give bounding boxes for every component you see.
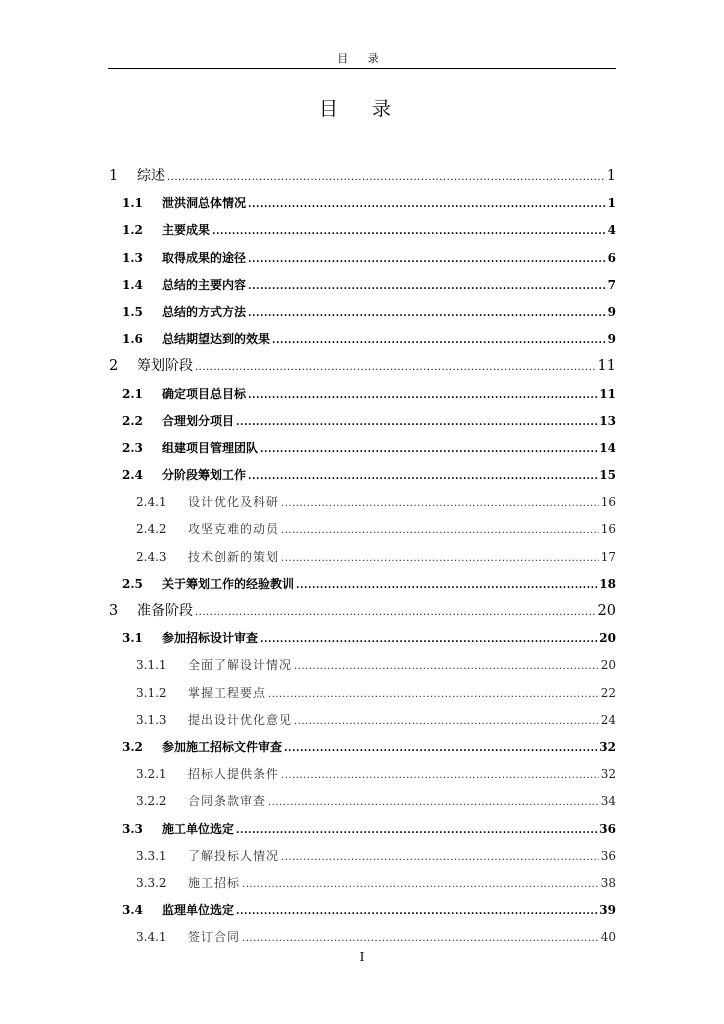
toc-dot-leader [248, 382, 597, 408]
toc-entry-number: 3.3.2 [136, 875, 167, 890]
toc-entry-title: 参加招标设计审查 [162, 631, 259, 646]
toc-entry-number: 3.1.2 [136, 685, 167, 700]
toc-entry-title: 筹划阶段 [137, 358, 193, 375]
toc-entry-page: 34 [600, 794, 616, 809]
toc-entry-page: 16 [600, 522, 616, 537]
toc-entry-level3[interactable] [108, 680, 616, 707]
toc-entry-number: 2 [109, 358, 119, 375]
toc-entry-number: 2.1 [122, 386, 143, 401]
toc-dot-leader [248, 300, 606, 326]
toc-entry-page: 20 [600, 658, 616, 673]
toc-dot-leader [212, 218, 606, 244]
toc-entry-title: 技术创新的策划 [188, 549, 280, 564]
toc-entry-page: 4 [607, 223, 616, 238]
toc-entry-number: 3.2.1 [136, 767, 167, 782]
toc-entry-title: 确定项目总目标 [162, 386, 247, 401]
toc-entry-page: 1 [606, 168, 616, 184]
toc-entry-page: 20 [597, 603, 616, 619]
toc-entry-page: 39 [599, 903, 616, 918]
header-rule [108, 68, 616, 69]
toc-dot-leader [260, 436, 597, 462]
toc-entry-number: 1.2 [122, 223, 143, 238]
toc-dot-leader [294, 708, 599, 734]
page-number: I [359, 950, 365, 964]
toc-entry-level2[interactable] [108, 435, 616, 462]
toc-entry-level2[interactable] [108, 734, 616, 761]
toc-entry-number: 3.1 [122, 631, 143, 646]
toc-entry-number: 2.5 [122, 576, 143, 591]
toc-entry-title: 总结的主要内容 [162, 277, 247, 292]
running-header: 目 录 [337, 52, 387, 65]
toc-entry-number: 2.4 [122, 468, 143, 483]
toc-entry-level2[interactable] [108, 245, 616, 272]
toc-entry-number: 2.4.2 [136, 522, 167, 537]
toc-entry-level2[interactable] [108, 272, 616, 299]
toc-entry-level3[interactable] [108, 516, 616, 543]
toc-entry-title: 监理单位选定 [162, 903, 235, 918]
toc-entry-level2[interactable] [108, 326, 616, 353]
toc-entry-page: 16 [600, 495, 616, 510]
toc-entry-number: 3.4 [122, 903, 143, 918]
toc-entry-page: 11 [599, 386, 616, 401]
toc-entry-number: 3.3.1 [136, 848, 167, 863]
toc-entry-number: 1.3 [122, 250, 143, 265]
toc-entry-number: 3.1.3 [136, 712, 167, 727]
toc-entry-level3[interactable] [108, 544, 616, 571]
toc-dot-leader [248, 463, 597, 489]
toc-entry-title: 施工招标 [188, 875, 241, 890]
toc-dot-leader [281, 844, 599, 870]
toc-entry-page: 9 [607, 304, 616, 319]
toc-entry-page: 17 [600, 549, 616, 564]
toc-entry-title: 了解投标人情况 [188, 848, 280, 863]
toc-entry-level2[interactable] [108, 571, 616, 598]
toc-entry-page: 32 [600, 767, 616, 782]
toc-entry-title: 综述 [137, 168, 165, 184]
toc-dot-leader [281, 545, 599, 571]
toc-entry-page: 11 [597, 358, 616, 375]
toc-entry-level3[interactable] [108, 707, 616, 734]
toc-entry-level3[interactable] [108, 843, 616, 870]
toc-entry-number: 3 [109, 603, 119, 619]
toc-entry-level2[interactable] [108, 381, 616, 408]
toc-entry-number: 3.4.1 [136, 930, 167, 945]
toc-dot-leader [281, 490, 599, 516]
toc-entry-number: 1.6 [122, 332, 143, 347]
toc-entry-page: 15 [599, 468, 616, 483]
toc-entry-level2[interactable] [108, 897, 616, 924]
toc-dot-leader [236, 817, 597, 843]
toc-dot-leader [248, 273, 606, 299]
toc-entry-title: 泄洪洞总体情况 [162, 196, 247, 211]
toc-entry-page: 38 [600, 875, 616, 890]
toc-entry-page: 32 [599, 739, 616, 754]
toc-entry-level2[interactable] [108, 816, 616, 843]
toc-entry-level1[interactable] [108, 353, 616, 380]
toc-entry-title: 准备阶段 [137, 603, 193, 619]
toc-entry-level1[interactable] [108, 598, 616, 625]
toc-dot-leader [242, 925, 599, 951]
toc-dot-leader [195, 354, 596, 380]
toc-entry-title: 组建项目管理团队 [162, 440, 259, 455]
toc-dot-leader [268, 681, 599, 707]
toc-entry-title: 总结的方式方法 [162, 304, 247, 319]
toc-entry-number: 2.3 [122, 440, 143, 455]
toc-entry-page: 20 [599, 631, 616, 646]
toc-entry-number: 3.2 [122, 739, 143, 754]
toc-entry-number: 1.1 [122, 196, 143, 211]
toc-entry-page: 24 [600, 712, 616, 727]
toc-entry-title: 招标人提供条件 [188, 767, 280, 782]
toc-entry-level2[interactable] [108, 462, 616, 489]
toc-entry-number: 2.4.1 [136, 495, 167, 510]
toc-entry-page: 7 [607, 277, 616, 292]
toc-entry-title: 合理划分项目 [162, 413, 235, 428]
toc-entry-level3[interactable] [108, 788, 616, 815]
toc-entry-title: 掌握工程要点 [188, 685, 267, 700]
toc-entry-title: 分阶段筹划工作 [162, 468, 247, 483]
toc-entry-page: 1 [607, 196, 616, 211]
toc-entry-number: 3.2.2 [136, 794, 167, 809]
toc-entry-page: 14 [599, 440, 616, 455]
toc-entry-number: 2.2 [122, 413, 143, 428]
toc-entry-page: 40 [600, 930, 616, 945]
toc-dot-leader [294, 653, 599, 679]
toc-entry-level3[interactable] [108, 489, 616, 516]
toc-dot-leader [281, 517, 599, 543]
toc-entry-number: 3.3 [122, 821, 143, 836]
page-title: 目 录 [318, 98, 406, 120]
toc-entry-level3[interactable] [108, 870, 616, 897]
toc-entry-page: 22 [600, 685, 616, 700]
toc-entry-title: 提出设计优化意见 [188, 712, 293, 727]
toc-dot-leader [260, 626, 597, 652]
toc-dot-leader [284, 735, 597, 761]
toc-dot-leader [195, 599, 596, 625]
toc-entry-number: 1.4 [122, 277, 143, 292]
toc-entry-title: 总结期望达到的效果 [162, 332, 271, 347]
toc-dot-leader [272, 327, 606, 353]
toc-entry-title: 取得成果的途径 [162, 250, 247, 265]
toc-dot-leader [248, 191, 606, 217]
toc-dot-leader [296, 572, 597, 598]
toc-entry-level2[interactable] [108, 190, 616, 217]
toc-dot-leader [236, 409, 597, 435]
toc-entry-level2[interactable] [108, 408, 616, 435]
toc-dot-leader [281, 762, 599, 788]
toc-entry-page: 18 [599, 576, 616, 591]
toc-dot-leader [236, 898, 597, 924]
toc-entry-title: 主要成果 [162, 223, 211, 238]
toc-entry-title: 施工单位选定 [162, 821, 235, 836]
toc-dot-leader [248, 246, 606, 272]
toc-entry-title: 设计优化及科研 [188, 495, 280, 510]
toc-entry-number: 2.4.3 [136, 549, 167, 564]
toc-entry-title: 全面了解设计情况 [188, 658, 293, 673]
toc-dot-leader [167, 164, 605, 190]
toc-entry-number: 1 [109, 168, 119, 184]
toc-entry-number: 1.5 [122, 304, 143, 319]
toc-entry-level2[interactable] [108, 625, 616, 652]
toc-entry-level3[interactable] [108, 924, 616, 951]
toc-entry-title: 签订合同 [188, 930, 241, 945]
toc-entry-level3[interactable] [108, 652, 616, 679]
toc-dot-leader [242, 871, 599, 897]
toc-entry-page: 9 [607, 332, 616, 347]
toc-entry-page: 6 [607, 250, 616, 265]
table-of-contents [108, 163, 616, 951]
toc-entry-title: 关于筹划工作的经验教训 [162, 576, 295, 591]
toc-entry-level2[interactable] [108, 299, 616, 326]
toc-entry-page: 36 [599, 821, 616, 836]
toc-entry-title: 合同条款审查 [188, 794, 267, 809]
toc-entry-page: 13 [599, 413, 616, 428]
toc-entry-title: 攻坚克难的动员 [188, 522, 280, 537]
toc-entry-level1[interactable] [108, 163, 616, 190]
toc-entry-page: 36 [600, 848, 616, 863]
toc-entry-level3[interactable] [108, 761, 616, 788]
toc-entry-number: 3.1.1 [136, 658, 167, 673]
toc-entry-level2[interactable] [108, 217, 616, 244]
toc-entry-title: 参加施工招标文件审查 [162, 739, 283, 754]
toc-dot-leader [268, 789, 599, 815]
